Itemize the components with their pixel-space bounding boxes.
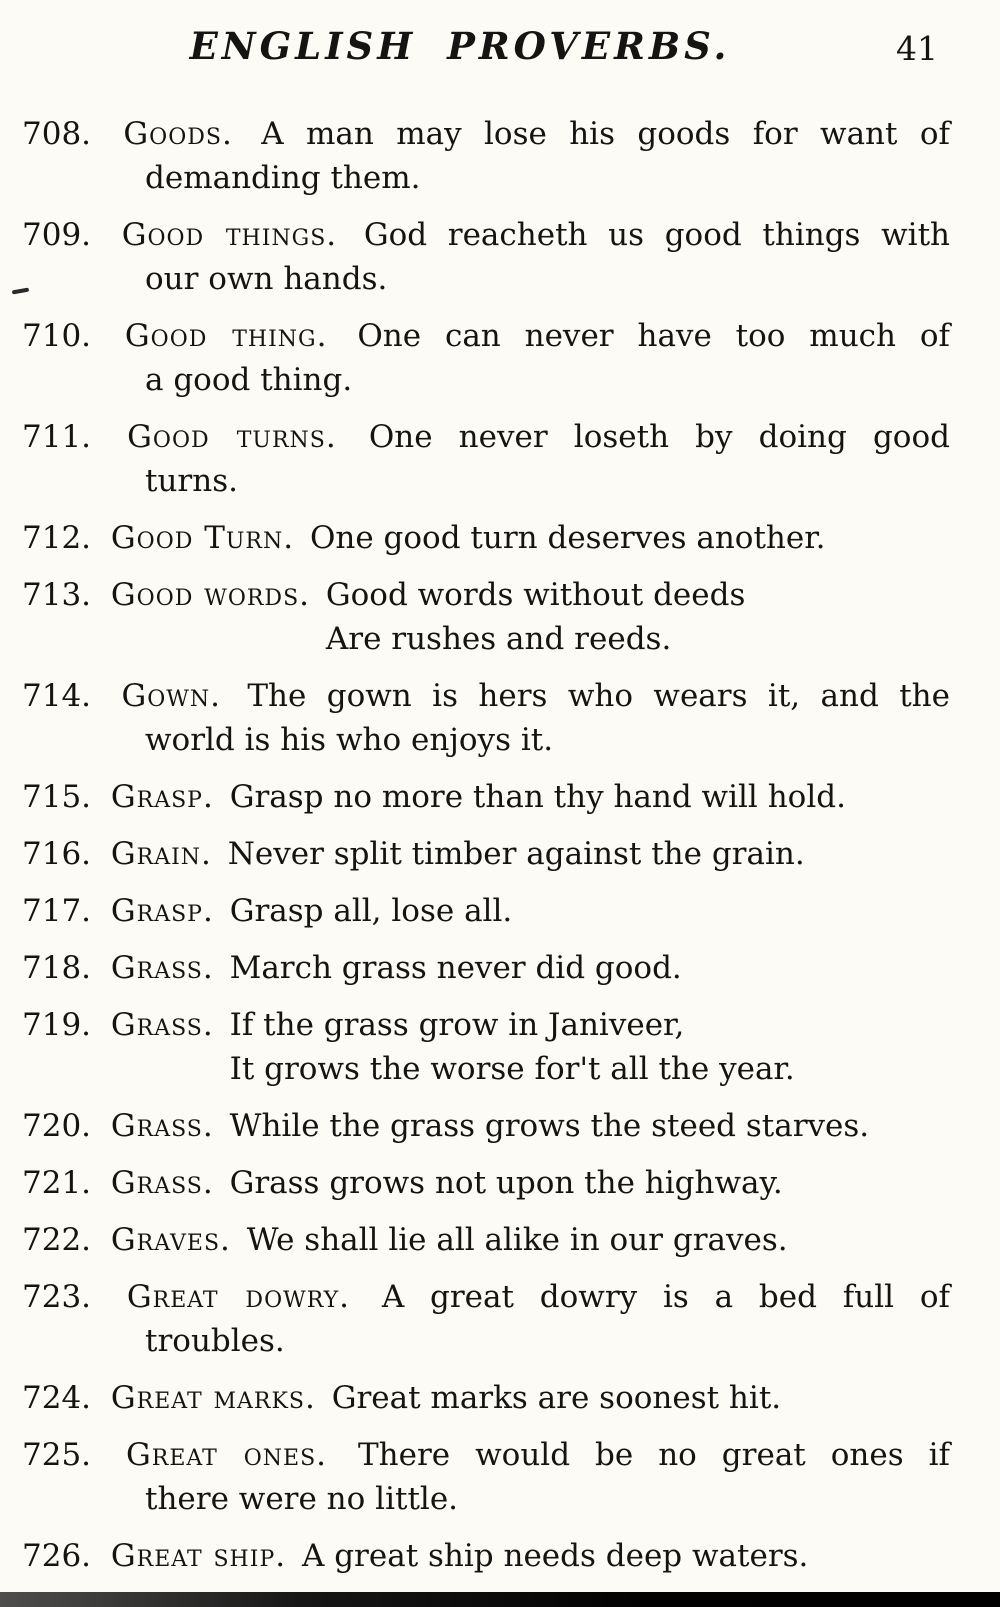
proverb-number: 713. — [22, 577, 92, 613]
proverb-line — [22, 832, 950, 876]
proverb-entry — [22, 1275, 950, 1363]
proverb-line: demanding them. — [145, 160, 421, 196]
proverb-headword: Great ones. — [126, 1437, 328, 1473]
proverb-line — [22, 775, 950, 819]
proverb-number: 711. — [22, 419, 92, 455]
proverbs-list — [22, 112, 950, 1578]
proverb-text: Grass grows not upon the highway. — [229, 1165, 783, 1201]
proverb-text: One can never have too much of — [357, 318, 950, 354]
proverb-text: A man may lose his goods for want of — [261, 116, 950, 152]
proverb-number: 715. — [22, 779, 92, 815]
proverb-entry — [22, 674, 950, 762]
page-header — [22, 24, 950, 78]
proverb-line — [22, 1218, 950, 1262]
proverb-entry — [22, 1376, 950, 1420]
proverb-headword: Grasp. — [110, 779, 214, 815]
proverb-entry — [22, 415, 950, 503]
proverb-headword: Grain. — [110, 836, 212, 872]
proverb-entry — [22, 832, 950, 876]
proverb-line — [22, 617, 950, 661]
proverb-headword: Good Turn. — [110, 520, 295, 556]
proverb-line — [22, 1161, 950, 1205]
proverb-line: troubles. — [145, 1323, 285, 1359]
proverb-number: 724. — [22, 1380, 92, 1416]
scan-edge — [0, 1592, 1000, 1607]
proverb-line: there were no little. — [145, 1481, 459, 1517]
proverb-text: One never loseth by doing good — [368, 419, 950, 455]
proverb-text: While the grass grows the steed starves. — [229, 1108, 870, 1144]
proverb-number: 710. — [22, 318, 92, 354]
proverb-text: A great ship needs deep waters. — [301, 1538, 809, 1574]
proverb-headword: Grass. — [110, 1165, 214, 1201]
proverb-text: March grass never did good. — [229, 950, 682, 986]
proverb-line — [22, 1275, 950, 1319]
proverb-entry — [22, 213, 950, 301]
proverb-text: The gown is hers who wears it, and the — [247, 678, 950, 714]
proverb-line: turns. — [145, 463, 238, 499]
proverb-text: A great dowry is a bed full of — [381, 1279, 951, 1315]
proverb-entry — [22, 112, 950, 200]
proverb-entry — [22, 1433, 950, 1521]
proverb-line — [22, 1003, 950, 1047]
page-number: 41 — [896, 29, 938, 68]
proverb-line: our own hands. — [145, 261, 388, 297]
proverb-headword: Great ship. — [110, 1538, 287, 1574]
proverb-number: 718. — [22, 950, 92, 986]
proverb-line — [22, 415, 950, 459]
proverb-line — [22, 314, 950, 358]
proverb-headword: Great marks. — [110, 1380, 316, 1416]
proverb-number: 721. — [22, 1165, 92, 1201]
proverb-text: Never split timber against the grain. — [227, 836, 805, 872]
proverb-headword: Grass. — [110, 950, 214, 986]
proverb-line — [22, 674, 950, 718]
proverb-headword: Good thing. — [124, 318, 328, 354]
proverb-text: One good turn deserves another. — [309, 520, 826, 556]
proverb-headword: Good turns. — [127, 419, 337, 455]
proverb-number: 714. — [22, 678, 92, 714]
proverb-number: 709. — [22, 217, 92, 253]
proverb-line — [22, 112, 950, 156]
proverb-line: world is his who enjoys it. — [145, 722, 554, 758]
proverb-entry — [22, 775, 950, 819]
proverb-text: Grasp no more than thy hand will hold. — [229, 779, 846, 815]
proverb-text: Good words without deeds — [325, 577, 746, 613]
proverb-headword: Grass. — [110, 1007, 214, 1043]
running-title: ENGLISH PROVERBS. — [189, 24, 731, 68]
proverb-headword: Gown. — [121, 678, 221, 714]
proverb-entry — [22, 1104, 950, 1148]
proverb-headword: Grasp. — [110, 893, 214, 929]
proverb-text: If the grass grow in Janiveer, — [229, 1007, 685, 1043]
proverb-line — [22, 1376, 950, 1420]
proverb-entry — [22, 1534, 950, 1578]
proverb-headword: Good words. — [110, 577, 310, 613]
proverb-headword: Graves. — [110, 1222, 231, 1258]
proverb-entry — [22, 1218, 950, 1262]
proverb-number: 716. — [22, 836, 92, 872]
proverb-number: 719. — [22, 1007, 92, 1043]
proverb-line — [22, 1047, 950, 1091]
proverb-headword: Great dowry. — [126, 1279, 350, 1315]
proverb-entry — [22, 516, 950, 560]
proverb-number: 720. — [22, 1108, 92, 1144]
proverb-headword: Goods. — [123, 116, 233, 152]
proverb-line: a good thing. — [145, 362, 353, 398]
proverb-text: It grows the worse for't all the year. — [229, 1051, 795, 1087]
proverb-line — [22, 1433, 950, 1477]
proverb-number: 712. — [22, 520, 92, 556]
proverb-number: 726. — [22, 1538, 92, 1574]
proverb-text: We shall lie all alike in our graves. — [246, 1222, 788, 1258]
proverb-line — [22, 1534, 950, 1578]
proverb-number: 722. — [22, 1222, 92, 1258]
proverb-text: Are rushes and reeds. — [325, 621, 672, 657]
proverb-number: 708. — [22, 116, 92, 152]
proverb-number: 717. — [22, 893, 92, 929]
proverb-entry — [22, 889, 950, 933]
proverb-headword: Grass. — [110, 1108, 214, 1144]
proverb-line — [22, 573, 950, 617]
proverb-number: 723. — [22, 1279, 92, 1315]
proverb-entry — [22, 1161, 950, 1205]
proverb-line — [22, 213, 950, 257]
proverb-text: Grasp all, lose all. — [229, 893, 513, 929]
proverb-line — [22, 1104, 950, 1148]
proverb-number: 725. — [22, 1437, 92, 1473]
proverb-entry — [22, 1003, 950, 1091]
proverb-line — [22, 516, 950, 560]
proverb-line — [22, 946, 950, 990]
proverb-text: Great marks are soonest hit. — [331, 1380, 782, 1416]
proverb-line — [22, 889, 950, 933]
proverb-headword: Good things. — [121, 217, 338, 253]
proverb-text: God reacheth us good things with — [363, 217, 950, 253]
proverb-text: There would be no great ones if — [358, 1437, 950, 1473]
proverb-entry — [22, 573, 950, 661]
proverb-entry — [22, 314, 950, 402]
proverb-entry — [22, 946, 950, 990]
